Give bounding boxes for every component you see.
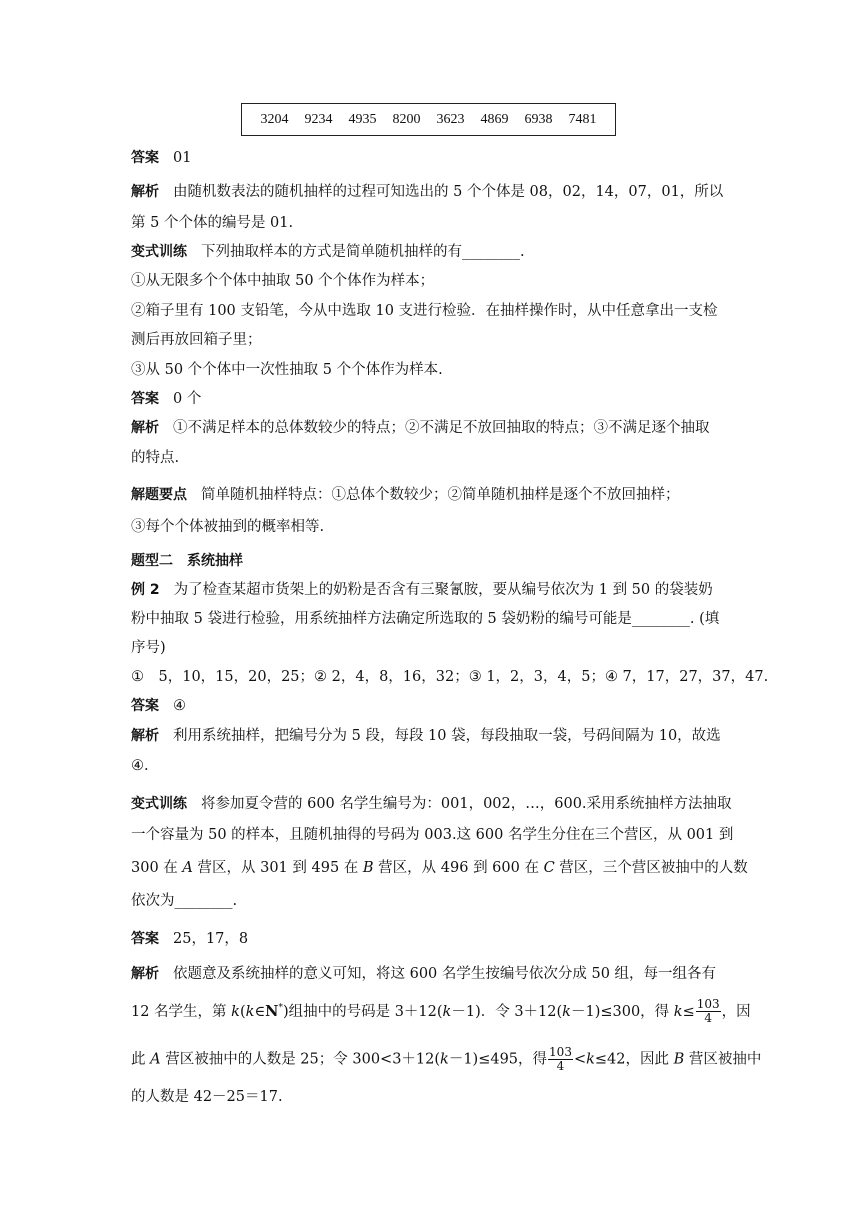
fraction-numerator: 103 [549,1045,572,1059]
variable-a: A [150,1051,161,1068]
example-label: 例 2 [131,582,160,598]
text-span: )组抽中的号码是 3＋12( [282,1003,443,1020]
options-line: ① 5，10，15，20，25；② 2，4，8，16，32；③ 1，2，3，4，5；④ 7，17，27，37，47. [131,669,769,685]
text-span: 营区，从 496 到 600 在 [373,860,544,876]
text-line: 测后再放回箱子里； [131,332,262,348]
random-number-table [241,103,616,136]
text-line: ④. [131,758,149,774]
analysis-label: 解析 [131,728,159,744]
analysis-line [131,726,721,746]
text-line: ①从无限多个个体中抽取 50 个个体作为样本； [131,273,435,289]
example-line [131,580,713,600]
variant-label: 变式训练 [131,796,187,812]
text-line: 的特点. [131,450,180,466]
text-span: 营区被抽中的人数是 25；令 300<3＋12( [160,1051,441,1068]
key-point-label: 解题要点 [131,487,187,503]
text-span: 营区，从 301 到 495 在 [192,860,363,876]
text-span: 300 在 [131,860,183,876]
answer-label: 答案 [131,931,159,947]
random-number: 6938 [524,111,553,127]
answer-label: 答案 [131,391,159,407]
variant-line [131,242,525,262]
text-span: 此 [131,1051,151,1068]
text-span: －1)．令 3＋12( [451,1003,563,1020]
section-heading: 题型二 系统抽样 [131,553,243,569]
example-text: 为了检查某超市货架上的奶粉是否含有三聚氰胺，要从编号依次为 1 到 50 的袋装奶 [173,582,713,598]
variable-k: k [245,1003,255,1020]
variable-a: A [182,860,193,876]
fraction-denominator: 4 [556,1059,565,1073]
answer-label: 答案 [131,698,159,714]
analysis-label: 解析 [131,184,159,200]
text-line: 粉中抽取 5 袋进行检验，用系统抽样方法确定所选取的 5 袋奶粉的编号可能是________. (填 [131,611,720,627]
text-span: －1)≤495，得 [448,1051,548,1068]
answer-text: 25，17，8 [173,931,249,947]
text-line: 依次为________. [131,893,238,909]
analysis-text: 依题意及系统抽样的意义可知，将这 600 名学生按编号依次分成 50 组，每一组各有 [173,966,717,982]
key-point-line [131,485,680,505]
fraction [548,1046,573,1073]
text-span: 营区被抽中 [684,1051,762,1068]
analysis-text: 利用系统抽样，把编号分为 5 段，每段 10 袋，每段抽取一袋，号码间隔为 10，故选 [173,728,721,744]
answer-line [131,389,201,409]
variable-b: B [362,860,374,876]
text-line [131,858,748,878]
random-number: 4869 [480,111,509,127]
text-line: ③每个个体被抽到的概率相等. [131,519,325,535]
variable-k: k [673,1003,683,1020]
analysis-text: ①不满足样本的总体数较少的特点；②不满足不放回抽取的特点；③不满足逐个抽取 [173,420,710,436]
text-span: 营区，三个营区被抽中的人数 [554,860,748,876]
variable-k: k [231,1003,240,1020]
text-line [131,1046,761,1073]
random-number: 4935 [348,111,377,127]
answer-text: ④ [173,698,186,714]
text-span: ( [239,1003,246,1020]
text-span: < [573,1051,587,1068]
random-number: 3623 [436,111,465,127]
superscript: * [278,1003,283,1013]
fraction [696,998,721,1025]
text-span: －1)≤300，得 [570,1003,674,1020]
answer-line [131,696,186,716]
text-line: 的人数是 42－25＝17. [131,1089,283,1105]
analysis-line [131,182,723,202]
answer-line [131,929,248,949]
random-number: 8200 [392,111,421,127]
key-point-text: 简单随机抽样特点：①总体个数较少；②简单随机抽样是逐个不放回抽样； [201,487,680,503]
answer-line [131,148,191,168]
random-number: 9234 [304,111,333,127]
variable-k: k [586,1051,595,1068]
variable-c: C [543,860,555,876]
variable-k: k [442,1003,452,1020]
answer-label: 答案 [131,150,159,166]
variant-text: 下列抽取样本的方式是简单随机抽样的有________. [201,244,525,260]
text-span: ≤42，因此 [594,1051,674,1068]
text-span: 12 名学生，第 [131,1003,232,1020]
variant-text: 将参加夏令营的 600 名学生编号为：001，002，…，600.采用系统抽样方法抽取 [201,796,732,812]
set-n: N [265,1002,279,1020]
random-number: 3204 [260,111,289,127]
text-span: ∈ [254,1003,266,1020]
answer-text: 01 [173,150,192,166]
analysis-line [131,418,710,438]
text-span: ≤ [682,1003,695,1020]
text-line: 一个容量为 50 的样本，且随机抽得的号码为 003.这 600 名学生分住在三个营区，从 001 到 [131,827,734,843]
text-line: 序号) [131,640,166,656]
fraction-numerator: 103 [696,997,720,1012]
analysis-text: 由随机数表法的随机抽样的过程可知选出的 5 个个体是 08，02，14，07，01，所以 [173,184,724,200]
text-line: ②箱子里有 100 支铅笔，今从中选取 10 支进行检验．在抽样操作时，从中任意拿出一支检 [131,303,718,319]
variable-k: k [440,1051,449,1068]
variant-label: 变式训练 [131,244,187,260]
text-span: ，因 [721,1003,751,1020]
text-line [131,998,751,1025]
text-line: 第 5 个个体的编号是 01. [131,215,294,231]
variable-b: B [673,1051,685,1068]
fraction-denominator: 4 [704,1011,713,1026]
answer-text: 0 个 [173,391,202,407]
analysis-line [131,964,716,984]
variant-line [131,794,732,814]
analysis-label: 解析 [131,420,159,436]
random-number: 7481 [568,111,597,127]
analysis-label: 解析 [131,966,159,982]
variable-k: k [562,1003,571,1020]
text-line: ③从 50 个个体中一次性抽取 5 个个体作为样本. [131,362,443,378]
